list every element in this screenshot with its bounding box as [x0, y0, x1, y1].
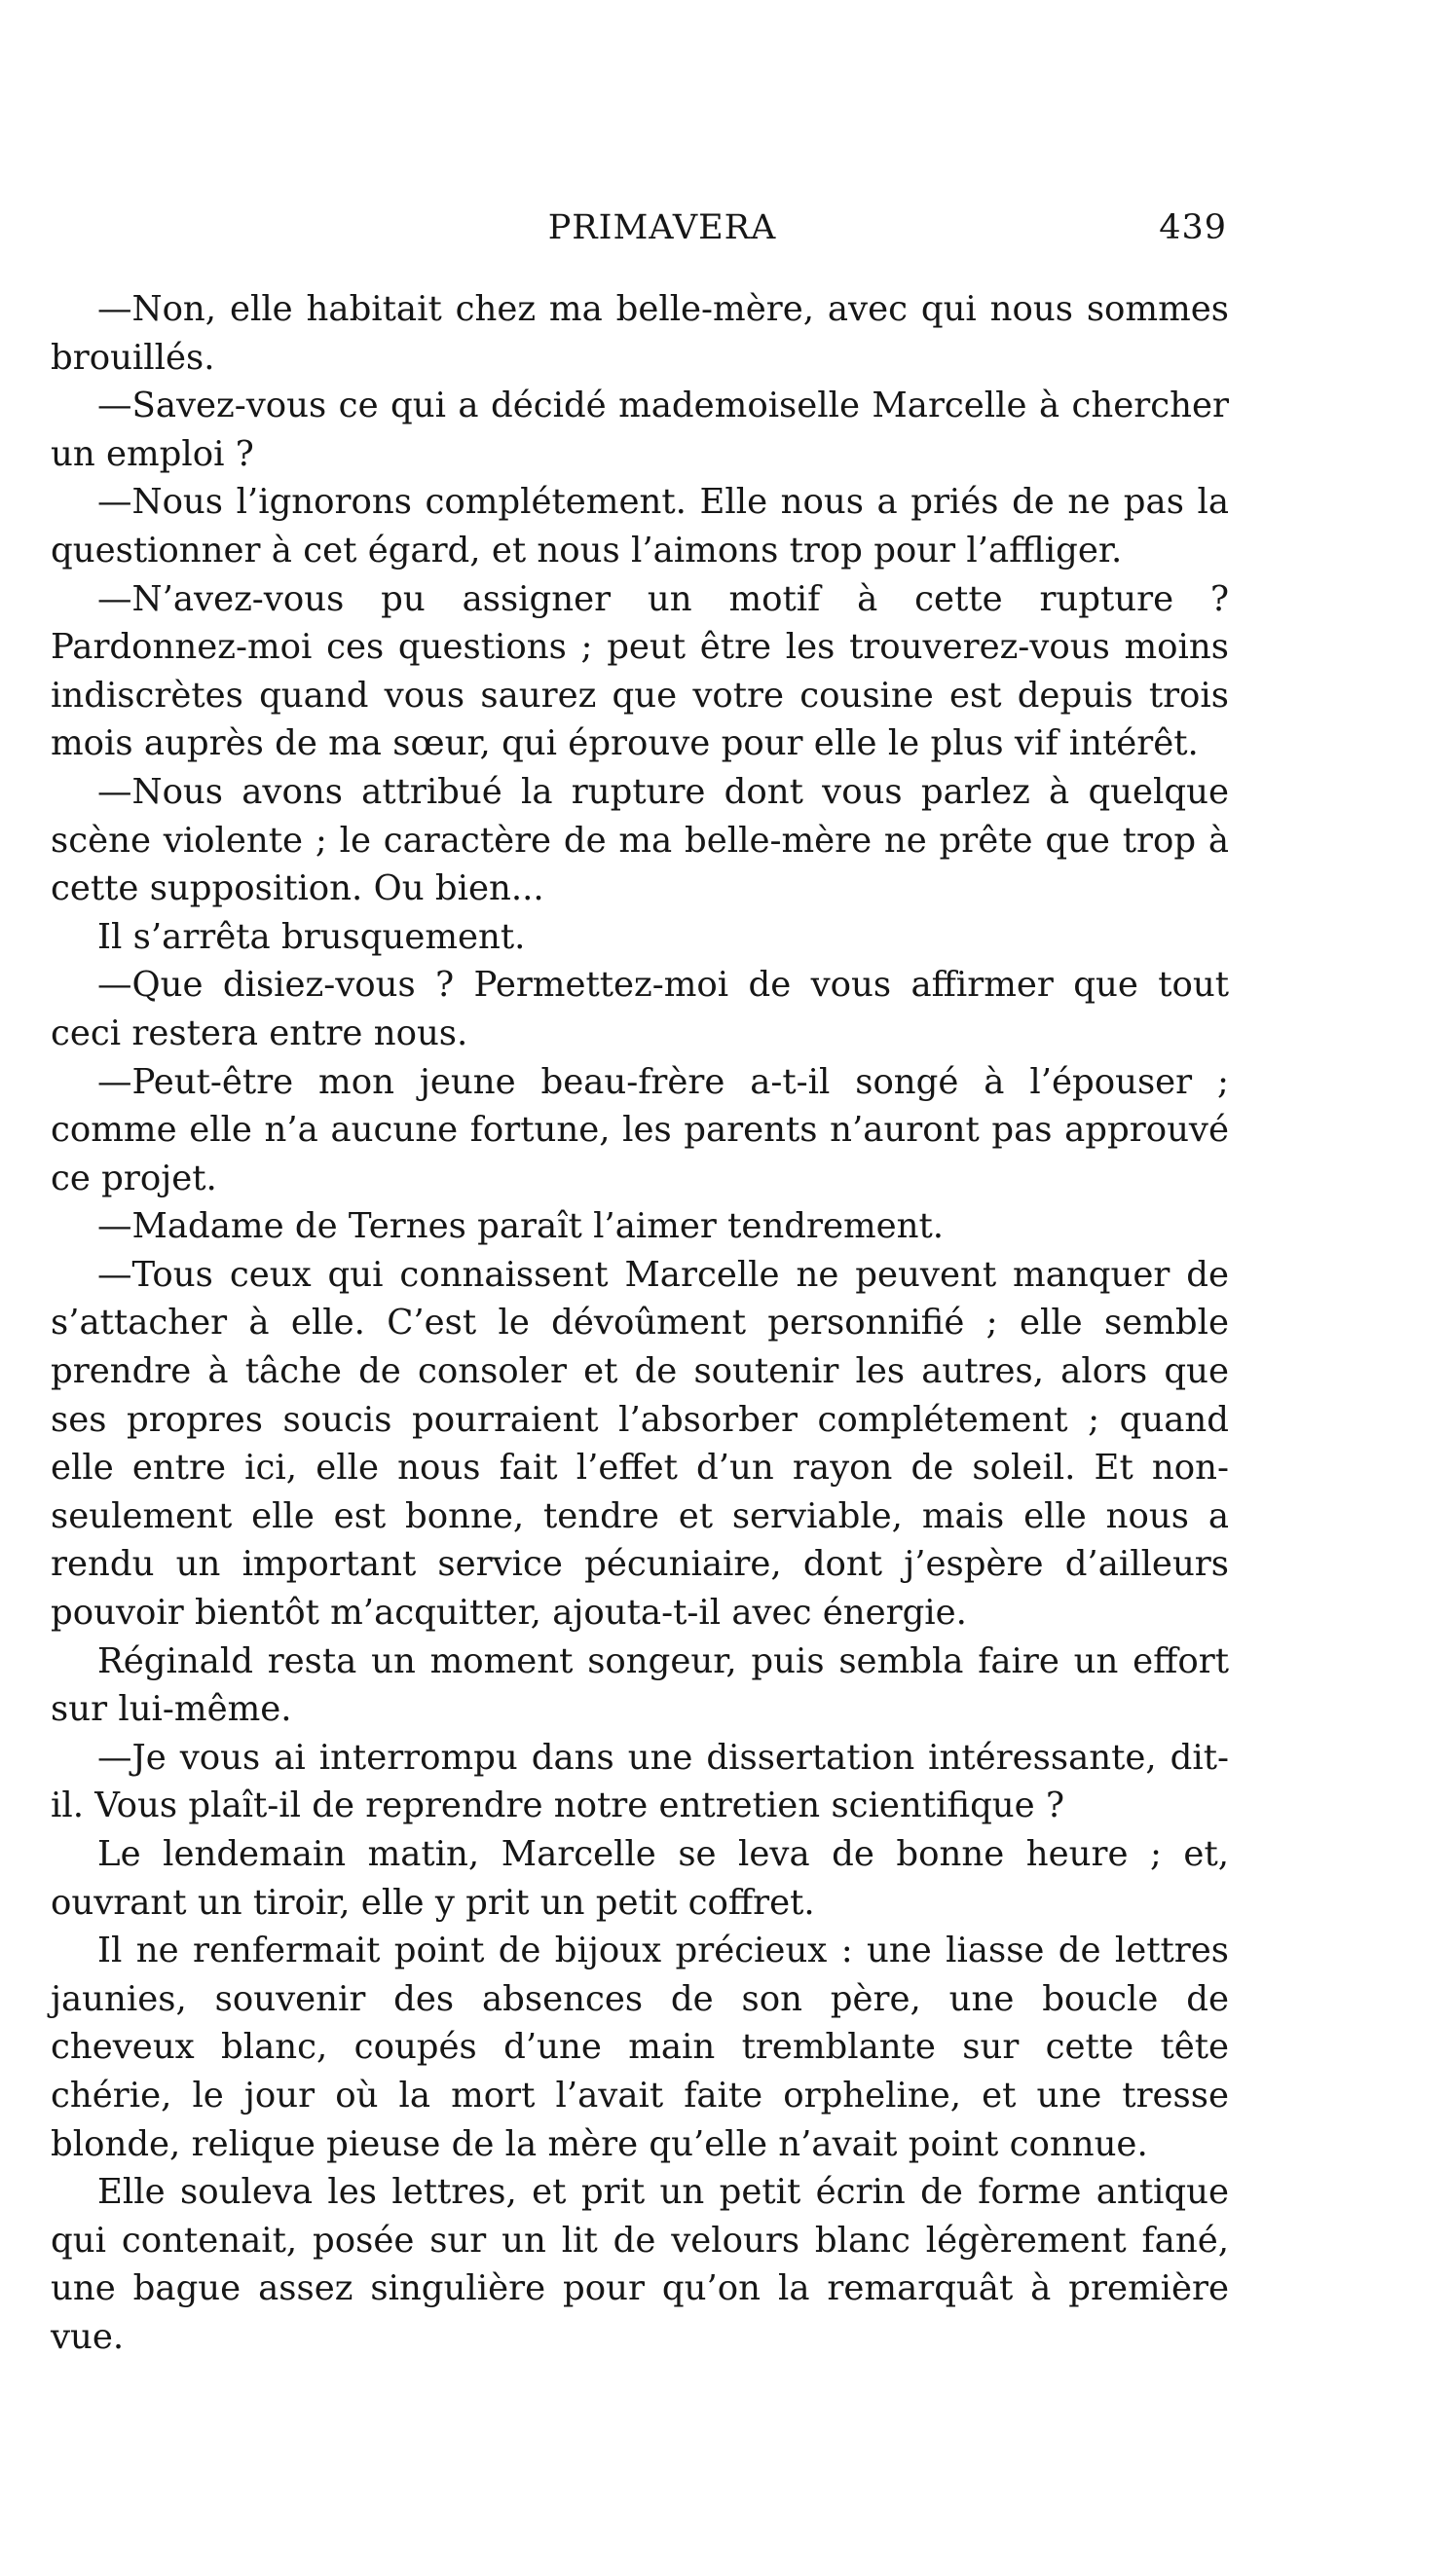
paragraph: —Tous ceux qui connaissent Marcelle ne peuvent manquer de s’attacher à elle. C’est le dévoûment personnifié ; elle semble prendre à tâche de consoler et de soutenir les autres, alors que ses propres soucis pourraient l’absorber complétement ; quand elle entre ici, elle nous fait l’effet d’un rayon de soleil. Et non-seulement elle est bonne, tendre et serviable, mais elle nous a rendu un important service pécuniaire, dont j’espère d’ailleurs pouvoir bientôt m’acquitter, ajouta-t-il avec énergie. — [51, 1254, 1229, 1634]
paragraph: —Peut-être mon jeune beau-frère a-t-il songé à l’épouser ; comme elle n’a aucune fortune, les parents n’auront pas approuvé ce projet. — [51, 1061, 1229, 1198]
body-text — [51, 285, 1229, 2362]
paragraph: Réginald resta un moment songeur, puis sembla faire un effort sur lui-même. — [51, 1640, 1229, 1730]
paragraph: —N’avez-vous pu assigner un motif à cette rupture ? Pardonnez-moi ces questions ; peut être les trouverez-vous moins indiscrètes quand vous saurez que votre cousine est depuis trois mois auprès de ma sœur, qui éprouve pour elle le plus vif intérêt. — [51, 578, 1229, 764]
paragraph: Il ne renfermait point de bijoux précieux : une liasse de lettres jaunies, souvenir des absences de son père, une boucle de cheveux blanc, coupés d’une main tremblante sur cette tête chérie, le jour où la mort l’avait faite orpheline, et une tresse blonde, relique pieuse de la mère qu’elle n’avait point connue. — [51, 1931, 1229, 2164]
paragraph: —Savez-vous ce qui a décidé mademoiselle Marcelle à chercher un emploi ? — [51, 386, 1229, 474]
paragraph: Il s’arrêta brusquement. — [97, 916, 526, 957]
paragraph: —Que disiez-vous ? Permettez-moi de vous affirmer que tout ceci restera entre nous. — [51, 965, 1229, 1053]
running-head — [97, 208, 1227, 257]
running-title: PRIMAVERA — [547, 208, 777, 247]
paragraph: —Non, elle habitait chez ma belle-mère, avec qui nous sommes brouillés. — [51, 289, 1229, 378]
paragraph: —Nous l’ignorons complétement. Elle nous a priés de ne pas la questionner à cet égard, et nous l’aimons trop pour l’affliger. — [51, 482, 1229, 570]
paragraph: —Je vous ai interrompu dans une dissertation intéressante, dit-il. Vous plaît-il de reprendre notre entretien scientifique ? — [51, 1737, 1229, 1826]
paragraph: —Nous avons attribué la rupture dont vous parlez à quelque scène violente ; le caractère de ma belle-mère ne prête que trop à cette supposition. Ou bien... — [51, 771, 1229, 909]
page-number: 439 — [1159, 208, 1227, 247]
paragraph: Elle souleva les lettres, et prit un petit écrin de forme antique qui contenait, posée sur un lit de velours blanc légèrement fané, une bague assez singulière pour qu’on la remarquât à première vue. — [51, 2172, 1229, 2357]
paragraph: Le lendemain matin, Marcelle se leva de bonne heure ; et, ouvrant un tiroir, elle y prit un petit coffret. — [51, 1834, 1229, 1923]
paragraph: —Madame de Ternes paraît l’aimer tendrement. — [97, 1206, 945, 1247]
